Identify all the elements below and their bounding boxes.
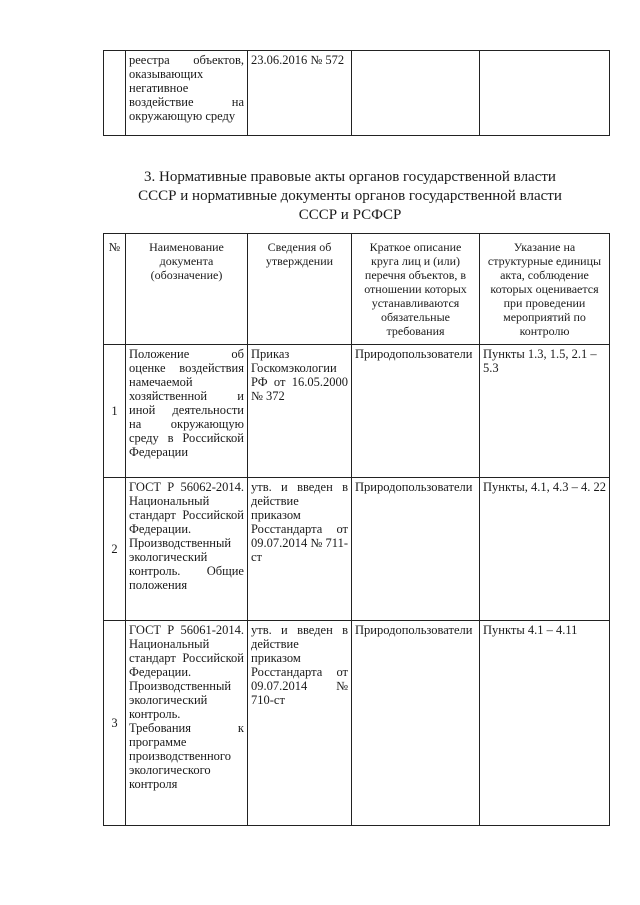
row-name: ГОСТ Р 56061-2014. Национальный стандарт Российской Федерации. Производственный экологический контроль. Требования к программе производственного экологического контроля [126, 621, 248, 826]
row-num: 2 [104, 478, 126, 621]
continuation-table [103, 50, 610, 136]
row-approval: утв. и введен в действие приказом Росстандарта от 09.07.2014 № 711-ст [248, 478, 352, 621]
row-description: Природопользователи [352, 345, 480, 478]
top-cell-num [104, 51, 126, 136]
header-units: Указание на структурные единицы акта, соблюдение которых оценивается при проведении мероприятий по контролю [480, 234, 610, 345]
top-cell-approval: 23.06.2016 № 572 [248, 51, 352, 136]
table-header-row [104, 234, 610, 345]
regulations-table [103, 233, 610, 826]
table-row [104, 345, 610, 478]
top-cell-name: реестра объектов, оказывающих негативное воздействие на окружающую среду [126, 51, 248, 136]
section-title: 3. Нормативные правовые акты органов государственной власти СССР и нормативные документы органов государственной власти СССР и РСФСР [138, 169, 562, 223]
row-units: Пункты, 4.1, 4.3 – 4. 22 [480, 478, 610, 621]
row-approval: Приказ Госкомэкологии РФ от 16.05.2000 № 372 [248, 345, 352, 478]
row-num: 3 [104, 621, 126, 826]
table-row [104, 51, 610, 136]
row-name: ГОСТ Р 56062-2014. Национальный стандарт Российской Федерации. Производственный экологический контроль. Общие положения [126, 478, 248, 621]
header-num: № [104, 234, 126, 345]
row-description: Природопользователи [352, 621, 480, 826]
row-units: Пункты 1.3, 1.5, 2.1 – 5.3 [480, 345, 610, 478]
table-row [104, 621, 610, 826]
top-cell-units [480, 51, 610, 136]
row-name: Положение об оценке воздействия намечаемой хозяйственной и иной деятельности на окружающую среду в Российской Федерации [126, 345, 248, 478]
table-row [104, 478, 610, 621]
row-approval: утв. и введен в действие приказом Росстандарта от 09.07.2014 № 710-ст [248, 621, 352, 826]
row-units: Пункты 4.1 – 4.11 [480, 621, 610, 826]
row-description: Природопользователи [352, 478, 480, 621]
row-num: 1 [104, 345, 126, 478]
top-cell-description [352, 51, 480, 136]
header-description: Краткое описание круга лиц и (или) перечня объектов, в отношении которых устанавливаются обязательные требования [352, 234, 480, 345]
header-approval: Сведения об утверждении [248, 234, 352, 345]
header-name: Наименование документа (обозначение) [126, 234, 248, 345]
